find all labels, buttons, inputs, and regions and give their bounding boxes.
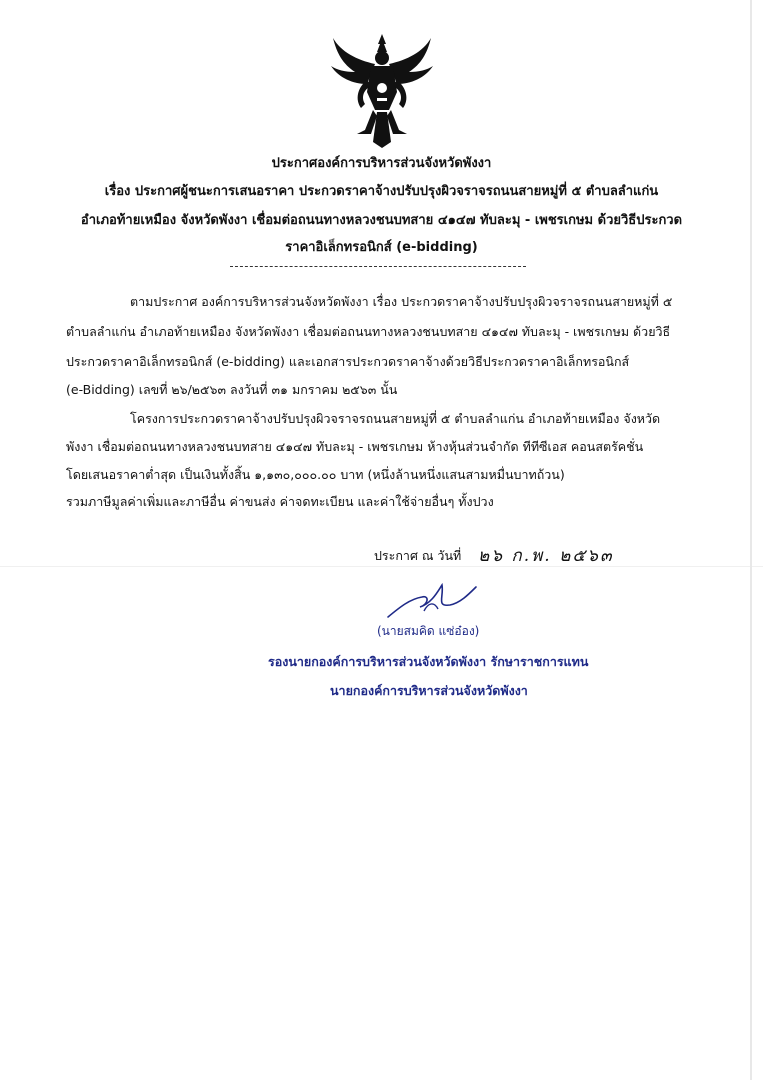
- subject-line-1: เรื่อง ประกาศผู้ชนะการเสนอราคา ประกวดราคาจ้างปรับปรุงผิวจราจรถนนสายหมู่ที่ ๕ ตำบลลำแก่น: [104, 184, 659, 199]
- garuda-emblem-icon: [327, 30, 437, 150]
- body-line-2: ตำบลลำแก่น อำเภอท้ายเหมือง จังหวัดพังงา เชื่อมต่อถนนทางหลวงชนบทสาย ๔๑๔๗ ทับละมุ - เพชรเกษม ด้วยวิธี: [66, 324, 671, 339]
- signer-name: (นายสมคิด แซ่อ๋อง): [377, 624, 480, 638]
- body-line-1: ตามประกาศ องค์การบริหารส่วนจังหวัดพังงา เรื่อง ประกวดราคาจ้างปรับปรุงผิวจราจรถนนสายหมู่ที่ ๕: [130, 294, 673, 309]
- body-line-6: พังงา เชื่อมต่อถนนทางหลวงชนบทสาย ๔๑๔๗ ทับละมุ - เพชรเกษม ห้างหุ้นส่วนจำกัด ทีทีซีเอส คอนสตรัคชั่น: [66, 439, 644, 454]
- handwritten-date: ๒๖ ก.พ. ๒๕๖๓: [478, 546, 614, 566]
- announcement-heading: ประกาศองค์การบริหารส่วนจังหวัดพังงา: [271, 156, 492, 171]
- body-line-5: โครงการประกวดราคาจ้างปรับปรุงผิวจราจรถนนสายหมู่ที่ ๕ ตำบลลำแก่น อำเภอท้ายเหมือง จังหวัด: [130, 411, 661, 426]
- body-line-4: (e-Bidding) เลขที่ ๒๖/๒๕๖๓ ลงวันที่ ๓๑ มกราคม ๒๕๖๓ นั้น: [66, 382, 398, 397]
- separator-line: [230, 266, 526, 267]
- signer-role-line-1: รองนายกองค์การบริหารส่วนจังหวัดพังงา รักษาราชการแทน: [268, 654, 589, 669]
- scan-edge: [750, 0, 752, 1080]
- body-line-7: โดยเสนอราคาต่ำสุด เป็นเงินทั้งสิ้น ๑,๑๓๐,๐๐๐.๐๐ บาท (หนึ่งล้านหนึ่งแสนสามหมื่นบาทถ้วน): [66, 467, 565, 482]
- signer-role-line-2: นายกองค์การบริหารส่วนจังหวัดพังงา: [330, 683, 528, 698]
- body-line-8: รวมภาษีมูลค่าเพิ่มและภาษีอื่น ค่าขนส่ง ค่าจดทะเบียน และค่าใช้จ่ายอื่นๆ ทั้งปวง: [66, 494, 494, 509]
- handwritten-signature: [380, 577, 490, 627]
- subject-line-2: อำเภอท้ายเหมือง จังหวัดพังงา เชื่อมต่อถนนทางหลวงชนบทสาย ๔๑๔๗ ทับละมุ - เพชรเกษม ด้วยวิธีประกวด: [80, 213, 683, 228]
- announced-on-label: ประกาศ ณ วันที่: [374, 548, 462, 563]
- body-line-3: ประกวดราคาอิเล็กทรอนิกส์ (e-bidding) และเอกสารประกวดราคาจ้างด้วยวิธีประกวดราคาอิเล็กทรอนิกส์: [66, 354, 630, 369]
- subject-line-3: ราคาอิเล็กทรอนิกส์ (e-bidding): [285, 240, 478, 255]
- page-fold-line: [0, 566, 763, 567]
